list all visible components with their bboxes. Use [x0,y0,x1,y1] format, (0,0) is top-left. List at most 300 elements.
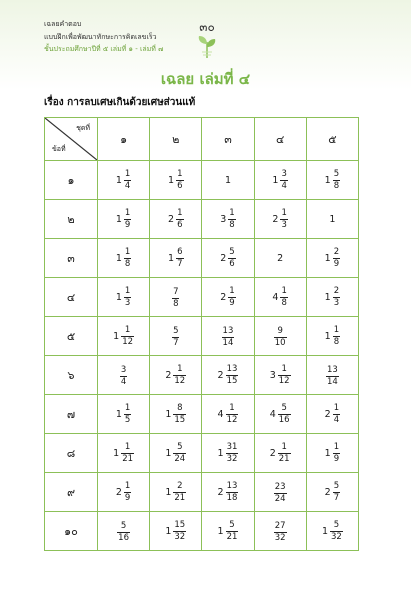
denominator: 4 [124,180,131,191]
mixed-number [272,209,287,229]
table-row [45,473,359,512]
whole-part: 1 [321,525,328,537]
mixed-number [168,170,183,190]
numerator: 5 [120,521,127,531]
mixed-number [325,287,340,307]
mixed-number [172,327,179,347]
numerator: 6 [177,247,183,257]
mixed-number [218,365,239,385]
mixed-number [113,443,134,463]
numerator: 1 [333,403,340,413]
whole-part: 3 [269,369,276,381]
whole-part: 1 [115,291,122,303]
table-row [45,356,359,395]
denominator: 16 [278,414,290,425]
denominator: 3 [281,219,287,230]
numerator: 1 [124,442,131,452]
denominator: 7 [173,337,179,348]
numerator: 1 [333,325,340,335]
answer-cell [150,317,202,356]
sprout-icon [196,34,218,58]
numerator: 1 [124,286,131,296]
numerator: 5 [229,520,235,530]
fraction [117,522,130,542]
numerator: 1 [281,208,287,218]
whole-part: 1 [324,291,331,303]
fraction [176,209,183,229]
numerator: 1 [281,442,287,452]
fraction [226,482,239,502]
fraction [176,170,183,190]
book-header [44,18,163,56]
whole-part: 2 [269,447,276,459]
numerator: 13 [226,481,238,491]
denominator: 9 [333,258,340,269]
answer-table-body [45,161,359,551]
numerator: 3 [281,169,287,179]
denominator: 18 [226,492,238,503]
answer-cell [98,473,150,512]
mixed-number [168,248,183,268]
fraction [228,209,235,229]
column-header: ๕ [306,118,358,161]
mixed-number [220,248,235,268]
answer-cell [98,434,150,473]
row-label: ๘ [45,434,98,473]
answer-cell [254,473,306,512]
mixed-number [326,366,339,386]
numerator: 1 [229,286,235,296]
denominator: 9 [124,492,131,503]
numerator: 31 [226,442,238,452]
whole-part: 1 [115,213,122,225]
denominator: 21 [122,453,134,464]
answer-cell [254,395,306,434]
mixed-number [322,521,343,541]
whole-part: 4 [217,408,224,420]
column-header: ๒ [150,118,202,161]
numerator: 1 [229,403,235,413]
whole-part: 2 [115,486,122,498]
mixed-number [270,443,291,463]
numerator: 1 [281,364,287,374]
corner-cell [45,118,98,161]
row-label: ๖ [45,356,98,395]
mixed-number [165,482,186,502]
denominator: 6 [229,258,235,269]
fraction [333,170,340,190]
denominator: 12 [122,336,134,347]
fraction [280,287,287,307]
column-header: ๑ [98,118,150,161]
denominator: 8 [333,336,340,347]
table-row [45,239,359,278]
numerator: 5 [333,481,340,491]
numerator: 1 [333,442,340,452]
fraction [333,248,340,268]
answer-cell [202,200,254,239]
mixed-number [218,521,239,541]
numerator: 5 [229,247,235,257]
fraction [124,482,131,502]
denominator: 15 [174,414,186,425]
numerator: 1 [124,247,131,257]
table-row [45,434,359,473]
answer-cell [202,512,254,551]
whole-part: 1 [165,408,172,420]
numerator: 5 [177,442,183,452]
mixed-number [116,482,131,502]
answer-table [44,117,359,551]
mixed-number [116,287,131,307]
denominator: 3 [124,297,131,308]
mixed-number [168,209,183,229]
corner-label-item: ข้อที่ [52,145,66,153]
answer-cell [98,317,150,356]
whole-part: 2 [165,369,172,381]
mixed-number [165,443,186,463]
answer-cell [306,473,358,512]
table-header-row [45,118,359,161]
mixed-number [325,248,340,268]
mixed-number [325,326,340,346]
fraction [280,209,287,229]
header-line-3: ชั้นประถมศึกษาปีที่ ๕ เล่มที่ ๑ - เล่มที่ ๗ [44,45,164,53]
fraction [333,326,340,346]
fraction [124,404,131,424]
mixed-number [220,209,235,229]
table-row [45,512,359,551]
numerator: 1 [124,481,131,491]
mixed-number [218,443,239,463]
column-header: ๓ [202,118,254,161]
numerator: 1 [281,286,287,296]
fraction [330,521,343,541]
whole-part: 1 [115,408,122,420]
denominator: 8 [281,297,287,308]
whole-part: 2 [272,213,279,225]
whole-part: 1 [168,174,175,186]
whole-part: 2 [217,369,224,381]
denominator: 12 [174,375,186,386]
whole-part: 1 [217,447,224,459]
fraction [274,327,287,347]
mixed-number [325,443,340,463]
numerator: 5 [281,403,287,413]
numerator: 1 [177,169,183,179]
denominator: 7 [177,258,183,269]
answer-cell [306,161,358,200]
whole-part: 1 [324,174,331,186]
whole-part: 1 [272,174,279,186]
numerator: 1 [124,403,131,413]
answer-cell [254,239,306,278]
denominator: 4 [333,414,340,425]
answer-cell [98,512,150,551]
denominator: 8 [229,219,235,230]
answer-cell [254,317,306,356]
fraction [226,443,239,463]
denominator: 9 [229,297,235,308]
denominator: 9 [333,453,340,464]
denominator: 7 [333,492,340,503]
fraction [226,404,239,424]
answer-cell [306,356,358,395]
page-title: เฉลย เล่มที่ ๔ [160,70,251,88]
fraction [172,327,179,347]
fraction [278,404,291,424]
answer-cell [98,200,150,239]
fraction [333,404,340,424]
numerator: 15 [174,520,186,530]
fraction [280,170,287,190]
mixed-number [325,482,340,502]
mixed-number [113,326,134,346]
answer-cell [306,278,358,317]
fraction [333,482,340,502]
whole-part: 3 [220,213,227,225]
denominator: 14 [222,337,234,348]
numerator: 1 [177,208,183,218]
denominator: 8 [333,180,340,191]
mixed-number [172,288,179,308]
denominator: 32 [226,453,238,464]
header-line-2: แบบฝึกเพื่อพัฒนาทักษะการคิดเลขเร็ว [44,32,157,41]
whole-part: 1 [324,447,331,459]
fraction [124,209,131,229]
fraction [172,288,179,308]
mixed-number [270,404,291,424]
answer-cell [150,395,202,434]
table-row [45,200,359,239]
fraction [121,326,134,346]
denominator: 24 [274,493,286,504]
answer-cell [98,395,150,434]
fraction [173,365,186,385]
answer-cell [202,317,254,356]
row-label: ๔ [45,278,98,317]
table-row [45,278,359,317]
answer-cell [150,239,202,278]
fraction [120,366,127,386]
denominator: 6 [177,180,183,191]
fraction [124,248,131,268]
fraction [222,327,235,347]
answer-cell [254,161,306,200]
numerator: 5 [173,326,179,336]
fraction [228,287,235,307]
mixed-number [272,170,287,190]
fraction [226,521,239,541]
whole-part: 1 [329,213,336,225]
whole-part: 2 [324,486,331,498]
fraction [121,443,134,463]
answer-cell [306,317,358,356]
denominator: 21 [226,531,238,542]
whole-part: 2 [324,408,331,420]
fraction [173,404,186,424]
answer-cell [254,200,306,239]
whole-part: 1 [165,447,172,459]
row-label: ๙ [45,473,98,512]
mixed-number [225,175,231,186]
answer-cell [150,512,202,551]
answer-cell [202,356,254,395]
numerator: 23 [274,482,286,492]
mixed-number [272,287,287,307]
denominator: 32 [330,531,342,542]
mixed-number [120,366,127,386]
answer-cell [150,473,202,512]
numerator: 2 [333,247,340,257]
answer-cell [150,356,202,395]
answer-cell [150,434,202,473]
fraction [326,366,339,386]
denominator: 21 [174,492,186,503]
denominator: 8 [173,298,179,309]
mixed-number [218,482,239,502]
whole-part: 1 [168,252,175,264]
denominator: 8 [124,258,131,269]
mixed-number [270,365,291,385]
denominator: 32 [274,532,286,543]
row-label: ๑ [45,161,98,200]
answer-cell [306,239,358,278]
numerator: 2 [177,481,183,491]
answer-cell [98,161,150,200]
whole-part: 1 [113,330,120,342]
denominator: 21 [278,453,290,464]
denominator: 4 [120,376,127,387]
fraction [173,521,186,541]
fraction [173,443,186,463]
answer-cell [98,278,150,317]
numerator: 1 [229,208,235,218]
mixed-number [117,522,130,542]
mixed-number [165,521,186,541]
mixed-number [325,170,340,190]
whole-part: 2 [277,252,284,264]
mixed-number [116,404,131,424]
whole-part: 2 [168,213,175,225]
fraction [274,483,287,503]
table-row [45,161,359,200]
answer-cell [202,473,254,512]
denominator: 15 [226,375,238,386]
denominator: 24 [174,453,186,464]
answer-cell [254,278,306,317]
fraction [228,248,235,268]
numerator: 1 [124,208,131,218]
denominator: 12 [226,414,238,425]
mixed-number [165,365,186,385]
row-label: ๓ [45,239,98,278]
header-line-1: เฉลยคำตอบ [44,20,82,28]
answer-cell [202,278,254,317]
whole-part: 1 [165,486,172,498]
numerator: 7 [173,287,179,297]
fraction [226,365,239,385]
mixed-number [277,253,283,264]
mixed-number [325,404,340,424]
answer-cell [202,395,254,434]
denominator: 14 [326,376,338,387]
numerator: 1 [124,169,131,179]
mixed-number [116,248,131,268]
answer-cell [150,278,202,317]
row-label: ๕ [45,317,98,356]
denominator: 6 [177,219,183,230]
row-label: ๒ [45,200,98,239]
table-row [45,317,359,356]
whole-part: 1 [115,174,122,186]
answer-cell [202,434,254,473]
numerator: 1 [177,364,183,374]
answer-cell [98,356,150,395]
numerator: 13 [222,326,234,336]
denominator: 4 [281,180,287,191]
answer-cell [202,239,254,278]
numerator: 13 [326,365,338,375]
answer-cell [254,512,306,551]
fraction [333,443,340,463]
answer-cell [150,200,202,239]
whole-part: 1 [224,174,231,186]
answer-cell [150,161,202,200]
corner-label-set: ชุดที่ [76,124,90,132]
fraction [124,287,131,307]
mixed-number [116,209,131,229]
whole-part: 2 [217,486,224,498]
whole-part: 1 [324,330,331,342]
answer-cell [202,161,254,200]
mixed-number [220,287,235,307]
answer-cell [306,512,358,551]
denominator: 12 [278,375,290,386]
whole-part: 1 [324,252,331,264]
whole-part: 4 [269,408,276,420]
whole-part: 1 [113,447,120,459]
fraction [333,287,340,307]
whole-part: 1 [217,525,224,537]
denominator: 9 [124,219,131,230]
fraction [278,365,291,385]
whole-part: 4 [272,291,279,303]
denominator: 10 [274,337,286,348]
answer-cell [98,239,150,278]
fraction [173,482,186,502]
numerator: 9 [277,326,283,336]
numerator: 27 [274,521,286,531]
numerator: 5 [333,169,340,179]
answer-cell [306,434,358,473]
table-row [45,395,359,434]
row-label: ๑๐ [45,512,98,551]
numerator: 2 [333,286,340,296]
mixed-number [329,214,335,225]
answer-cell [306,395,358,434]
answer-cell [306,200,358,239]
fraction [274,522,287,542]
whole-part: 1 [115,252,122,264]
mixed-number [116,170,131,190]
numerator: 1 [124,325,131,335]
numerator: 8 [177,403,183,413]
page-subtitle: เรื่อง การลบเศษเกินด้วยเศษส่วนแท้ [44,97,196,108]
denominator: 3 [333,297,340,308]
mixed-number [274,483,287,503]
numerator: 13 [226,364,238,374]
